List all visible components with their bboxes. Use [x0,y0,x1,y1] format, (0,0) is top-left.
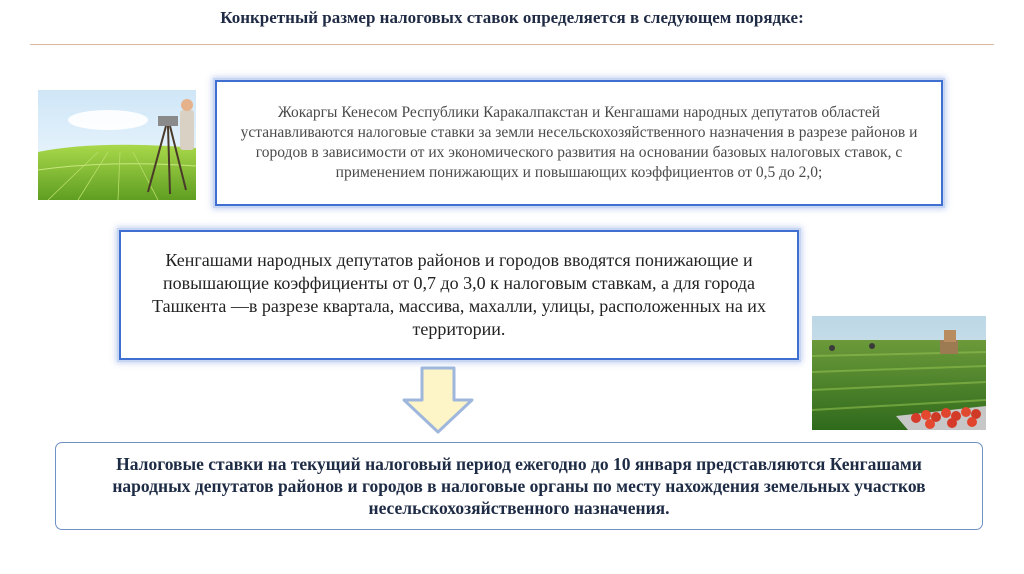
field-survey-photo [38,90,196,200]
info-box-submission-deadline-text: Налоговые ставки на текущий налоговый период ежегодно до 10 января представляются Кенгашами народных депутатов районов и городов в налоговые органы по месту нахождения земельных участков несельскохозяйственного назначения. [112,454,926,518]
down-arrow-icon [402,366,474,434]
title-divider [30,44,994,45]
info-box-regional-rates-text: Жокаргы Кенесом Республики Каракалпакстан и Кенгашами народных депутатов областей устанавливаются налоговые ставки за земли несельскохозяйственного назначения в разрезе районов и городов в зависимости от их экономического развития на основании базовых налоговых ставок, с применением понижающих и повышающих коэффициентов от 0,5 до 2,0; [240,104,918,181]
info-box-district-coefficients-text: Кенгашами народных депутатов районов и городов вводятся понижающие и повышающие коэффициенты от 0,7 до 3,0 к налоговым ставкам, а для города Ташкента —в разрезе квартала, массива, махалли, улицы, расположенных на их территории. [152,250,766,339]
vegetable-field-photo [812,316,986,430]
page-title: Конкретный размер налоговых ставок определяется в следующем порядке: [220,8,804,27]
info-box-submission-deadline [55,442,983,530]
info-box-regional-rates [215,80,943,206]
info-box-district-coefficients [119,230,799,360]
